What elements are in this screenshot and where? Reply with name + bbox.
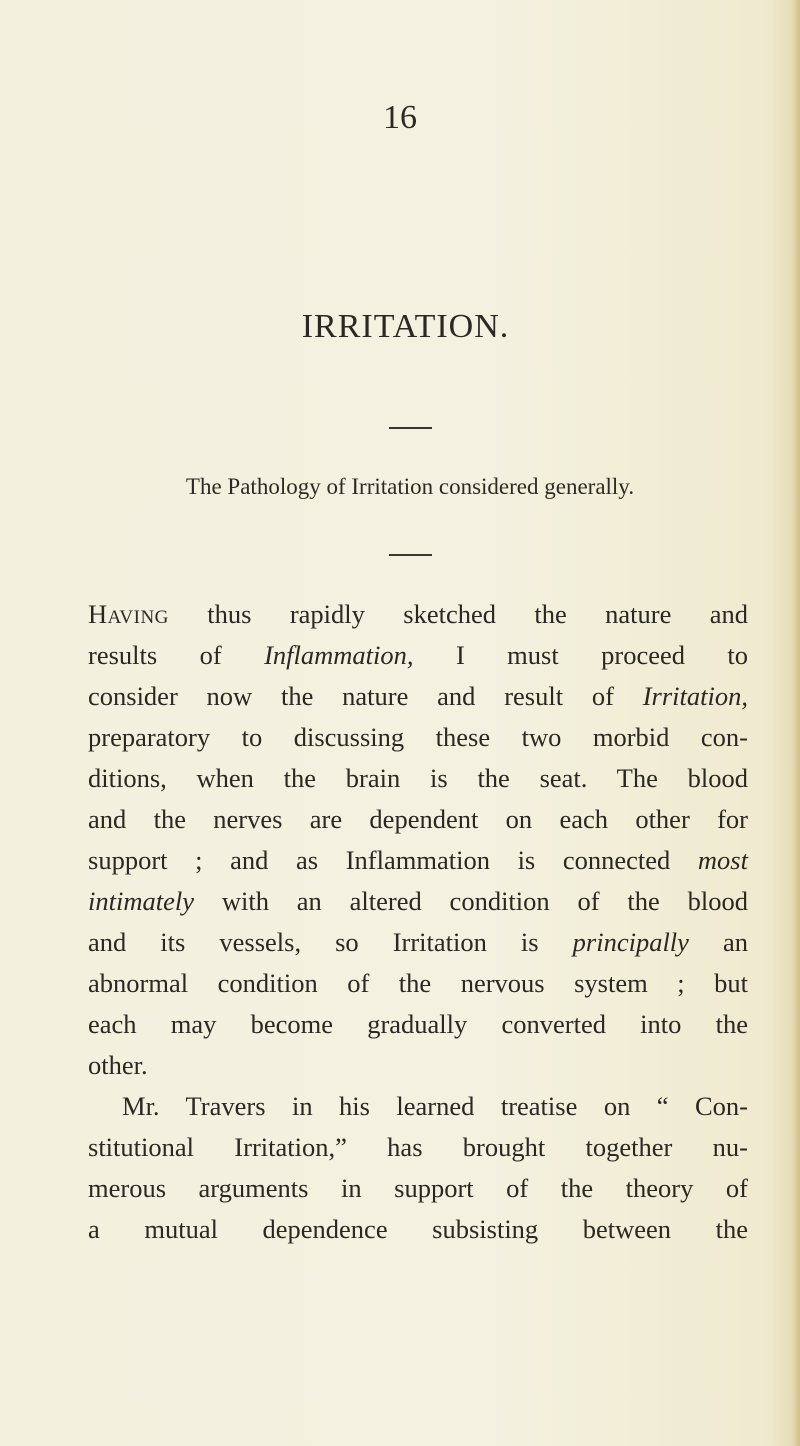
page-number: 16 [383,99,417,136]
paragraph-1-line-2: results of Inflammation, I must proceed to [88,640,749,670]
paragraph-1-line-4: preparatory to discussing these two morbid con- [88,722,748,752]
paragraph-2-line-1: Mr. Travers in his learned treatise on “ Con- [122,1091,748,1121]
chapter-title: IRRITATION. [301,308,510,345]
divider-top [389,427,432,429]
paragraph-2-line-4: a mutual dependence subsisting between the [88,1214,748,1244]
paragraph-2-line-2: stitutional Irritation,” has brought together nu- [88,1132,748,1162]
paragraph-1-line-3: consider now the nature and result of Irritation, [88,681,748,711]
drop-word: Having [88,599,169,629]
chapter-subtitle: The Pathology of Irritation considered generally. [185,474,635,499]
paragraph-1-line-8: intimately with an altered condition of the blood [88,886,748,916]
paragraph-1-line-5: ditions, when the brain is the seat. The blood [88,763,748,793]
divider-bottom [389,554,432,556]
paragraph-1-line-9: and its vessels, so Irritation is principally an [88,927,748,957]
paragraph-1-line-6: and the nerves are dependent on each other for [88,804,748,834]
paragraph-1-line-12: other. [88,1050,148,1080]
paragraph-2-line-3: merous arguments in support of the theory of [88,1173,748,1203]
paragraph-1-line-11: each may become gradually converted into the [88,1009,748,1039]
paragraph-1-line-1: Having thus rapidly sketched the nature and [88,599,748,629]
paragraph-1-line-10: abnormal condition of the nervous system ; but [88,968,748,998]
page-edge [792,0,800,1446]
paragraph-1-line-7: support ; and as Inflammation is connected most [88,845,748,875]
body-text [88,594,748,1250]
